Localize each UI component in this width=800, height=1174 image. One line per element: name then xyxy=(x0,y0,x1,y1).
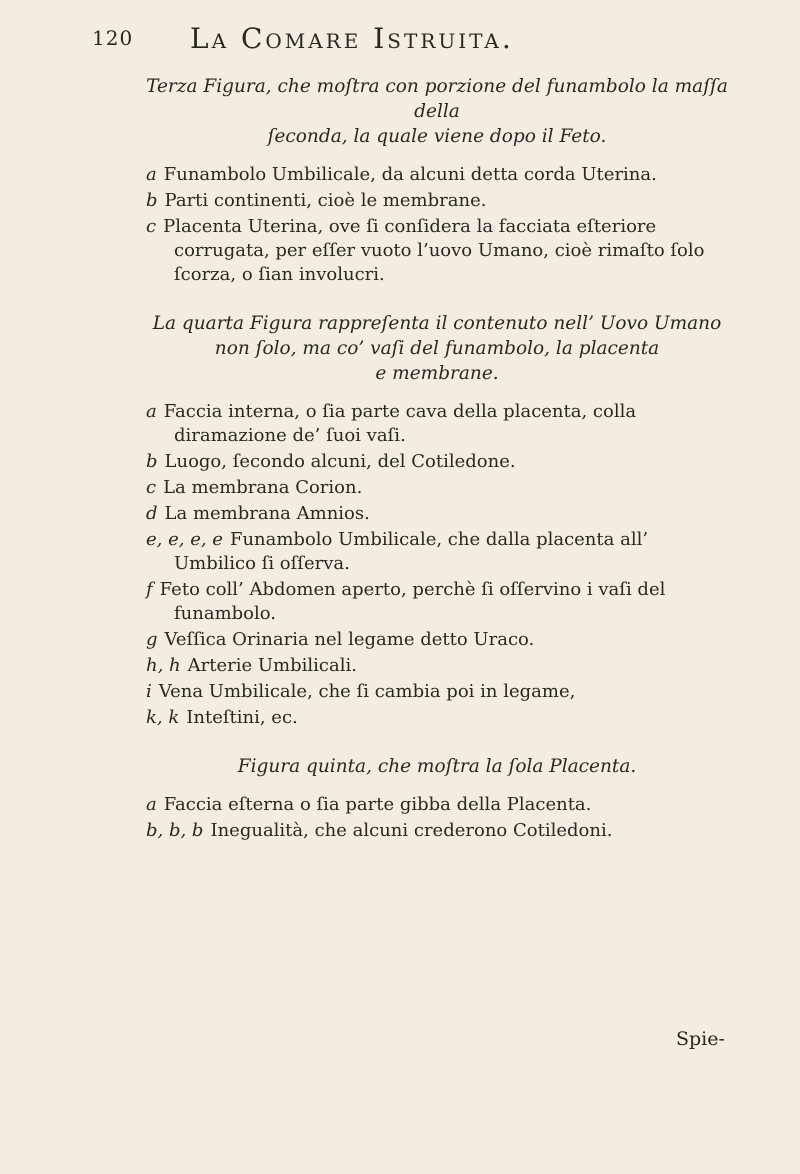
page-number: 120 xyxy=(92,26,134,50)
list-item xyxy=(146,450,728,474)
item-key: e, e, e, e xyxy=(146,529,223,550)
page-header xyxy=(92,22,732,62)
item-text: Luogo, ſecondo alcuni, del Cotiledone. xyxy=(164,451,516,472)
item-text: Feto coll’ Abdomen aperto, perchè ſi oſſervino i vaſi del funambolo. xyxy=(159,579,666,624)
item-key: a xyxy=(146,401,157,422)
item-key: k, k xyxy=(146,707,180,728)
heading-line: non ſolo, ma co’ vaſi del funambolo, la placenta xyxy=(214,338,660,359)
list-item xyxy=(146,680,728,704)
item-key: a xyxy=(146,794,157,815)
list-item xyxy=(146,189,728,213)
item-text: La membrana Amnios. xyxy=(164,503,370,524)
heading-line: ſeconda, la quale viene dopo il Feto. xyxy=(267,126,607,147)
item-text: Veſſica Orinaria nel legame detto Uraco. xyxy=(164,629,535,650)
list-item xyxy=(146,819,728,843)
legend-list xyxy=(146,400,728,730)
item-key: a xyxy=(146,164,157,185)
item-key: b xyxy=(146,451,158,472)
item-key: g xyxy=(146,629,158,650)
legend-list xyxy=(146,163,728,287)
section-quarta-figura xyxy=(146,311,728,730)
section-heading xyxy=(146,74,728,149)
item-key: b xyxy=(146,190,158,211)
heading-line: e membrane. xyxy=(375,363,499,384)
list-item xyxy=(146,502,728,526)
list-item xyxy=(146,400,728,448)
list-item xyxy=(146,163,728,187)
item-key: f xyxy=(146,579,153,600)
list-item xyxy=(146,578,728,626)
list-item xyxy=(146,215,728,287)
item-key: h, h xyxy=(146,655,181,676)
item-text: Arterie Umbilicali. xyxy=(187,655,357,676)
heading-line: Terza Figura, che moſtra con porzione del funambolo la maſſa della xyxy=(146,76,728,122)
legend-list xyxy=(146,793,728,843)
heading-line: Figura quinta, che moſtra la ſola Placenta. xyxy=(237,756,637,777)
list-item xyxy=(146,628,728,652)
list-item xyxy=(146,793,728,817)
item-key: c xyxy=(146,216,157,237)
item-text: Parti continenti, cioè le membrane. xyxy=(164,190,487,211)
section-figura-quinta xyxy=(146,754,728,843)
list-item xyxy=(146,654,728,678)
item-key: c xyxy=(146,477,157,498)
item-text: Faccia eſterna o ſia parte gibba della Placenta. xyxy=(163,794,592,815)
item-text: Funambolo Umbilicale, da alcuni detta corda Uterina. xyxy=(163,164,657,185)
item-key: b, b, b xyxy=(146,820,204,841)
item-key: d xyxy=(146,503,158,524)
heading-line: La quarta Figura rappreſenta il contenuto nell’ Uovo Umano xyxy=(152,313,722,334)
item-text: Vena Umbilicale, che ſi cambia poi in legame, xyxy=(158,681,576,702)
running-title: La Comare Istruita. xyxy=(190,22,514,55)
item-text: Inegualità, che alcuni crederono Cotiledoni. xyxy=(210,820,613,841)
item-text: Inteſtini, ec. xyxy=(186,707,298,728)
item-text: La membrana Corion. xyxy=(163,477,363,498)
item-key: i xyxy=(146,681,152,702)
section-heading xyxy=(146,311,728,386)
list-item xyxy=(146,528,728,576)
catchword: Spie- xyxy=(676,1028,725,1050)
section-heading xyxy=(146,754,728,779)
item-text: Funambolo Umbilicale, che dalla placenta all’ Umbilico ſi oſſerva. xyxy=(174,529,649,574)
list-item xyxy=(146,706,728,730)
list-item xyxy=(146,476,728,500)
item-text: Placenta Uterina, ove ſi conſidera la facciata eſteriore corrugata, per eſſer vuoto l’uovo Umano, cioè rimaſto ſolo ſcorza, o ſian involucri. xyxy=(163,216,705,285)
item-text: Faccia interna, o ſia parte cava della placenta, colla diramazione de’ ſuoi vaſi. xyxy=(163,401,637,446)
section-terza-figura xyxy=(146,74,728,287)
page-body xyxy=(146,74,728,867)
